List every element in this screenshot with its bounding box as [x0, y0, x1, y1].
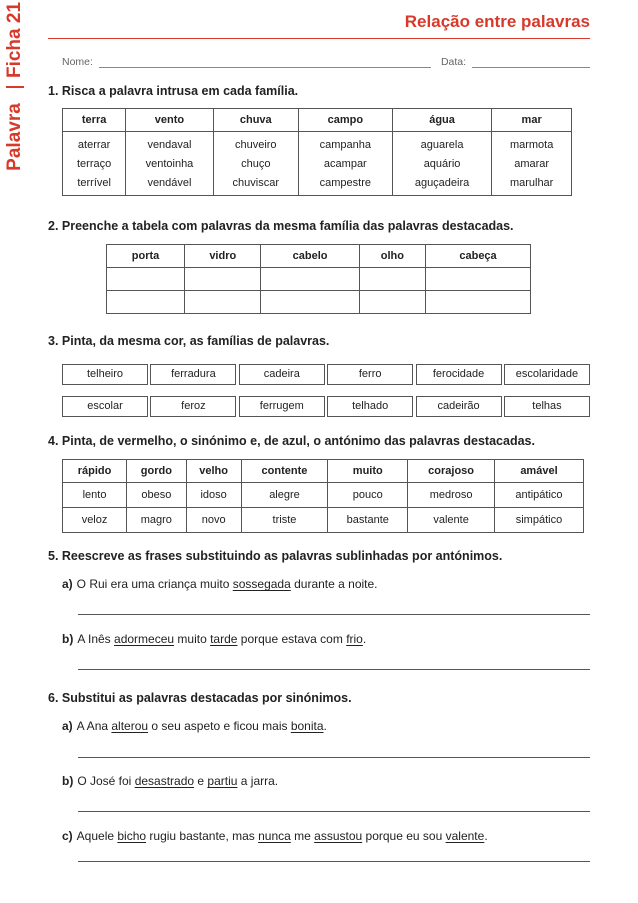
word-cell[interactable]: chuviscar: [213, 173, 298, 196]
word-cell[interactable]: vendável: [126, 173, 213, 196]
table-header: vento: [126, 109, 213, 132]
word-cell[interactable]: aguarela: [392, 132, 491, 155]
palavra-label: Palavra: [4, 103, 25, 171]
blank-cell[interactable]: [359, 268, 425, 291]
word-cell[interactable]: vendaval: [126, 132, 213, 155]
word-box[interactable]: telheiro: [62, 364, 148, 385]
word-cell[interactable]: campestre: [298, 173, 392, 196]
sentence-text: porque eu sou: [362, 829, 446, 843]
table-row: [107, 268, 531, 291]
table-header: mar: [492, 109, 572, 132]
word-cell[interactable]: acampar: [298, 154, 392, 173]
sentence-6b: [62, 774, 278, 788]
sentence-text: rugiu bastante, mas: [146, 829, 259, 843]
word-cell[interactable]: triste: [241, 508, 328, 533]
sentence-text: .: [484, 829, 488, 843]
word-box[interactable]: telhas: [504, 396, 590, 417]
underlined-word: tarde: [210, 632, 238, 646]
word-cell[interactable]: aquário: [392, 154, 491, 173]
table-header: campo: [298, 109, 392, 132]
side-tab-divider: [6, 86, 24, 88]
table-row: [63, 483, 584, 508]
blank-cell[interactable]: [426, 291, 531, 314]
word-box[interactable]: cadeira: [239, 364, 325, 385]
table-header: cabelo: [261, 245, 359, 268]
name-field-line[interactable]: [99, 57, 431, 68]
question-6: [48, 691, 352, 705]
side-tab: [0, 0, 30, 180]
word-cell[interactable]: alegre: [241, 483, 328, 508]
blank-cell[interactable]: [359, 291, 425, 314]
word-cell[interactable]: novo: [186, 508, 241, 533]
item-label: b): [62, 632, 74, 646]
item-label: a): [62, 577, 73, 591]
sentence-5a: [62, 577, 378, 591]
word-box[interactable]: cadeirão: [416, 396, 502, 417]
table-header: gordo: [127, 460, 187, 483]
question-5-end: .: [498, 549, 503, 563]
table-row: [63, 173, 572, 196]
word-box[interactable]: feroz: [150, 396, 236, 417]
word-cell[interactable]: chuço: [213, 154, 298, 173]
question-5-keyword: antónimos: [435, 549, 499, 563]
underlined-word: assustou: [314, 829, 363, 843]
table-header: terra: [63, 109, 126, 132]
underlined-word: sossegada: [232, 577, 291, 591]
word-cell[interactable]: aguçadeira: [392, 173, 491, 196]
question-4: 4. Pinta, de vermelho, o sinónimo e, de azul, o antónimo das palavras destacadas.: [48, 434, 535, 448]
question-6-text: 6. Substitui as palavras destacadas por: [48, 691, 286, 705]
question-5-text: 5. Reescreve as frases substituindo as palavras sublinhadas por: [48, 549, 436, 563]
word-box-row-2: [62, 396, 590, 417]
word-cell[interactable]: veloz: [63, 508, 127, 533]
underlined-word: frio: [346, 632, 363, 646]
table-row: [63, 508, 584, 533]
word-box[interactable]: ferro: [327, 364, 413, 385]
table-header: rápido: [63, 460, 127, 483]
sentence-text: A Inês: [77, 632, 115, 646]
sentence-text: a jarra.: [237, 774, 279, 788]
table-header: muito: [328, 460, 408, 483]
sentence-text: o seu aspeto e ficou mais: [148, 719, 291, 733]
table-header: amável: [494, 460, 583, 483]
table-header: olho: [359, 245, 425, 268]
sentence-text: me: [290, 829, 315, 843]
question-6-keyword: sinónimos: [285, 691, 349, 705]
word-cell[interactable]: terraço: [63, 154, 126, 173]
word-box-row-1: [62, 364, 590, 385]
word-cell[interactable]: campanha: [298, 132, 392, 155]
blank-cell[interactable]: [107, 268, 185, 291]
synonym-table: [62, 459, 584, 533]
sentence-text: .: [362, 632, 367, 646]
table-header: vidro: [185, 245, 261, 268]
table-header: velho: [186, 460, 241, 483]
blank-cell[interactable]: [185, 268, 261, 291]
item-label: c): [62, 829, 73, 843]
question-5: [48, 549, 502, 563]
name-label: Nome:: [62, 56, 93, 68]
word-cell[interactable]: pouco: [328, 483, 408, 508]
answer-line-6a[interactable]: [78, 757, 590, 758]
word-cell[interactable]: chuveiro: [213, 132, 298, 155]
table-header: porta: [107, 245, 185, 268]
sentence-text: Aquele: [76, 829, 118, 843]
word-box[interactable]: telhado: [327, 396, 413, 417]
fill-table: [106, 244, 531, 314]
question-6-end: .: [348, 691, 352, 705]
word-box[interactable]: escolar: [62, 396, 148, 417]
word-cell[interactable]: marulhar: [492, 173, 572, 196]
word-box[interactable]: ferradura: [150, 364, 236, 385]
answer-line-5b[interactable]: [78, 669, 590, 670]
word-cell[interactable]: obeso: [127, 483, 187, 508]
answer-line-6c[interactable]: [78, 861, 590, 862]
table-header: corajoso: [408, 460, 495, 483]
date-label: Data:: [440, 56, 467, 68]
sentence-text: e: [194, 774, 208, 788]
word-cell[interactable]: medroso: [408, 483, 495, 508]
word-cell[interactable]: terrível: [63, 173, 126, 196]
word-cell[interactable]: valente: [408, 508, 495, 533]
question-3: 3. Pinta, da mesma cor, as famílias de palavras.: [48, 334, 330, 348]
word-cell[interactable]: simpático: [494, 508, 583, 533]
item-label: a): [62, 719, 73, 733]
underlined-word: adormeceu: [114, 632, 175, 646]
underlined-word: nunca: [258, 829, 291, 843]
sentence-5b: [62, 632, 366, 646]
table-header: contente: [241, 460, 328, 483]
ficha-label: Ficha 21: [4, 1, 25, 79]
word-cell[interactable]: antipático: [494, 483, 583, 508]
header-rule: [48, 38, 590, 39]
underlined-word: partiu: [207, 774, 238, 788]
sentence-6c: [62, 829, 488, 843]
table-header: cabeça: [426, 245, 531, 268]
name-date-row: [62, 54, 590, 68]
underlined-word: desastrado: [134, 774, 195, 788]
word-cell[interactable]: bastante: [328, 508, 408, 533]
table-header: água: [392, 109, 491, 132]
date-field-line[interactable]: [472, 57, 590, 68]
blank-cell[interactable]: [261, 268, 359, 291]
table-row: [63, 154, 572, 173]
underlined-word: bicho: [117, 829, 147, 843]
question-2: 2. Preenche a tabela com palavras da mesma família das palavras destacadas.: [48, 219, 514, 233]
page-title: Relação entre palavras: [404, 12, 590, 31]
sentence-text: O José foi: [77, 774, 135, 788]
word-box[interactable]: escolaridade: [504, 364, 590, 385]
word-cell[interactable]: amarar: [492, 154, 572, 173]
underlined-word: bonita: [290, 719, 324, 733]
blank-cell[interactable]: [426, 268, 531, 291]
question-1: 1. Risca a palavra intrusa em cada família.: [48, 84, 299, 98]
sentence-text: O Rui era uma criança muito: [76, 577, 233, 591]
sentence-text: durante a noite.: [290, 577, 378, 591]
item-label: b): [62, 774, 74, 788]
word-cell[interactable]: ventoinha: [126, 154, 213, 173]
table-row: [107, 291, 531, 314]
sentence-text: A Ana: [76, 719, 112, 733]
word-cell[interactable]: magro: [127, 508, 187, 533]
blank-cell[interactable]: [261, 291, 359, 314]
answer-line-6b[interactable]: [78, 811, 590, 812]
blank-cell[interactable]: [107, 291, 185, 314]
word-cell[interactable]: marmota: [492, 132, 572, 155]
word-box[interactable]: ferocidade: [416, 364, 502, 385]
underlined-word: alterou: [111, 719, 149, 733]
table-header: chuva: [213, 109, 298, 132]
answer-line-5a[interactable]: [78, 614, 590, 615]
blank-cell[interactable]: [185, 291, 261, 314]
word-cell[interactable]: lento: [63, 483, 127, 508]
word-box[interactable]: ferrugem: [239, 396, 325, 417]
word-cell[interactable]: idoso: [186, 483, 241, 508]
table-row: [63, 132, 572, 155]
family-table: [62, 108, 572, 196]
sentence-6a: [62, 719, 327, 733]
underlined-word: valente: [445, 829, 485, 843]
sentence-text: muito: [174, 632, 211, 646]
sentence-text: .: [323, 719, 327, 733]
word-cell[interactable]: aterrar: [63, 132, 126, 155]
sentence-text: porque estava com: [237, 632, 347, 646]
